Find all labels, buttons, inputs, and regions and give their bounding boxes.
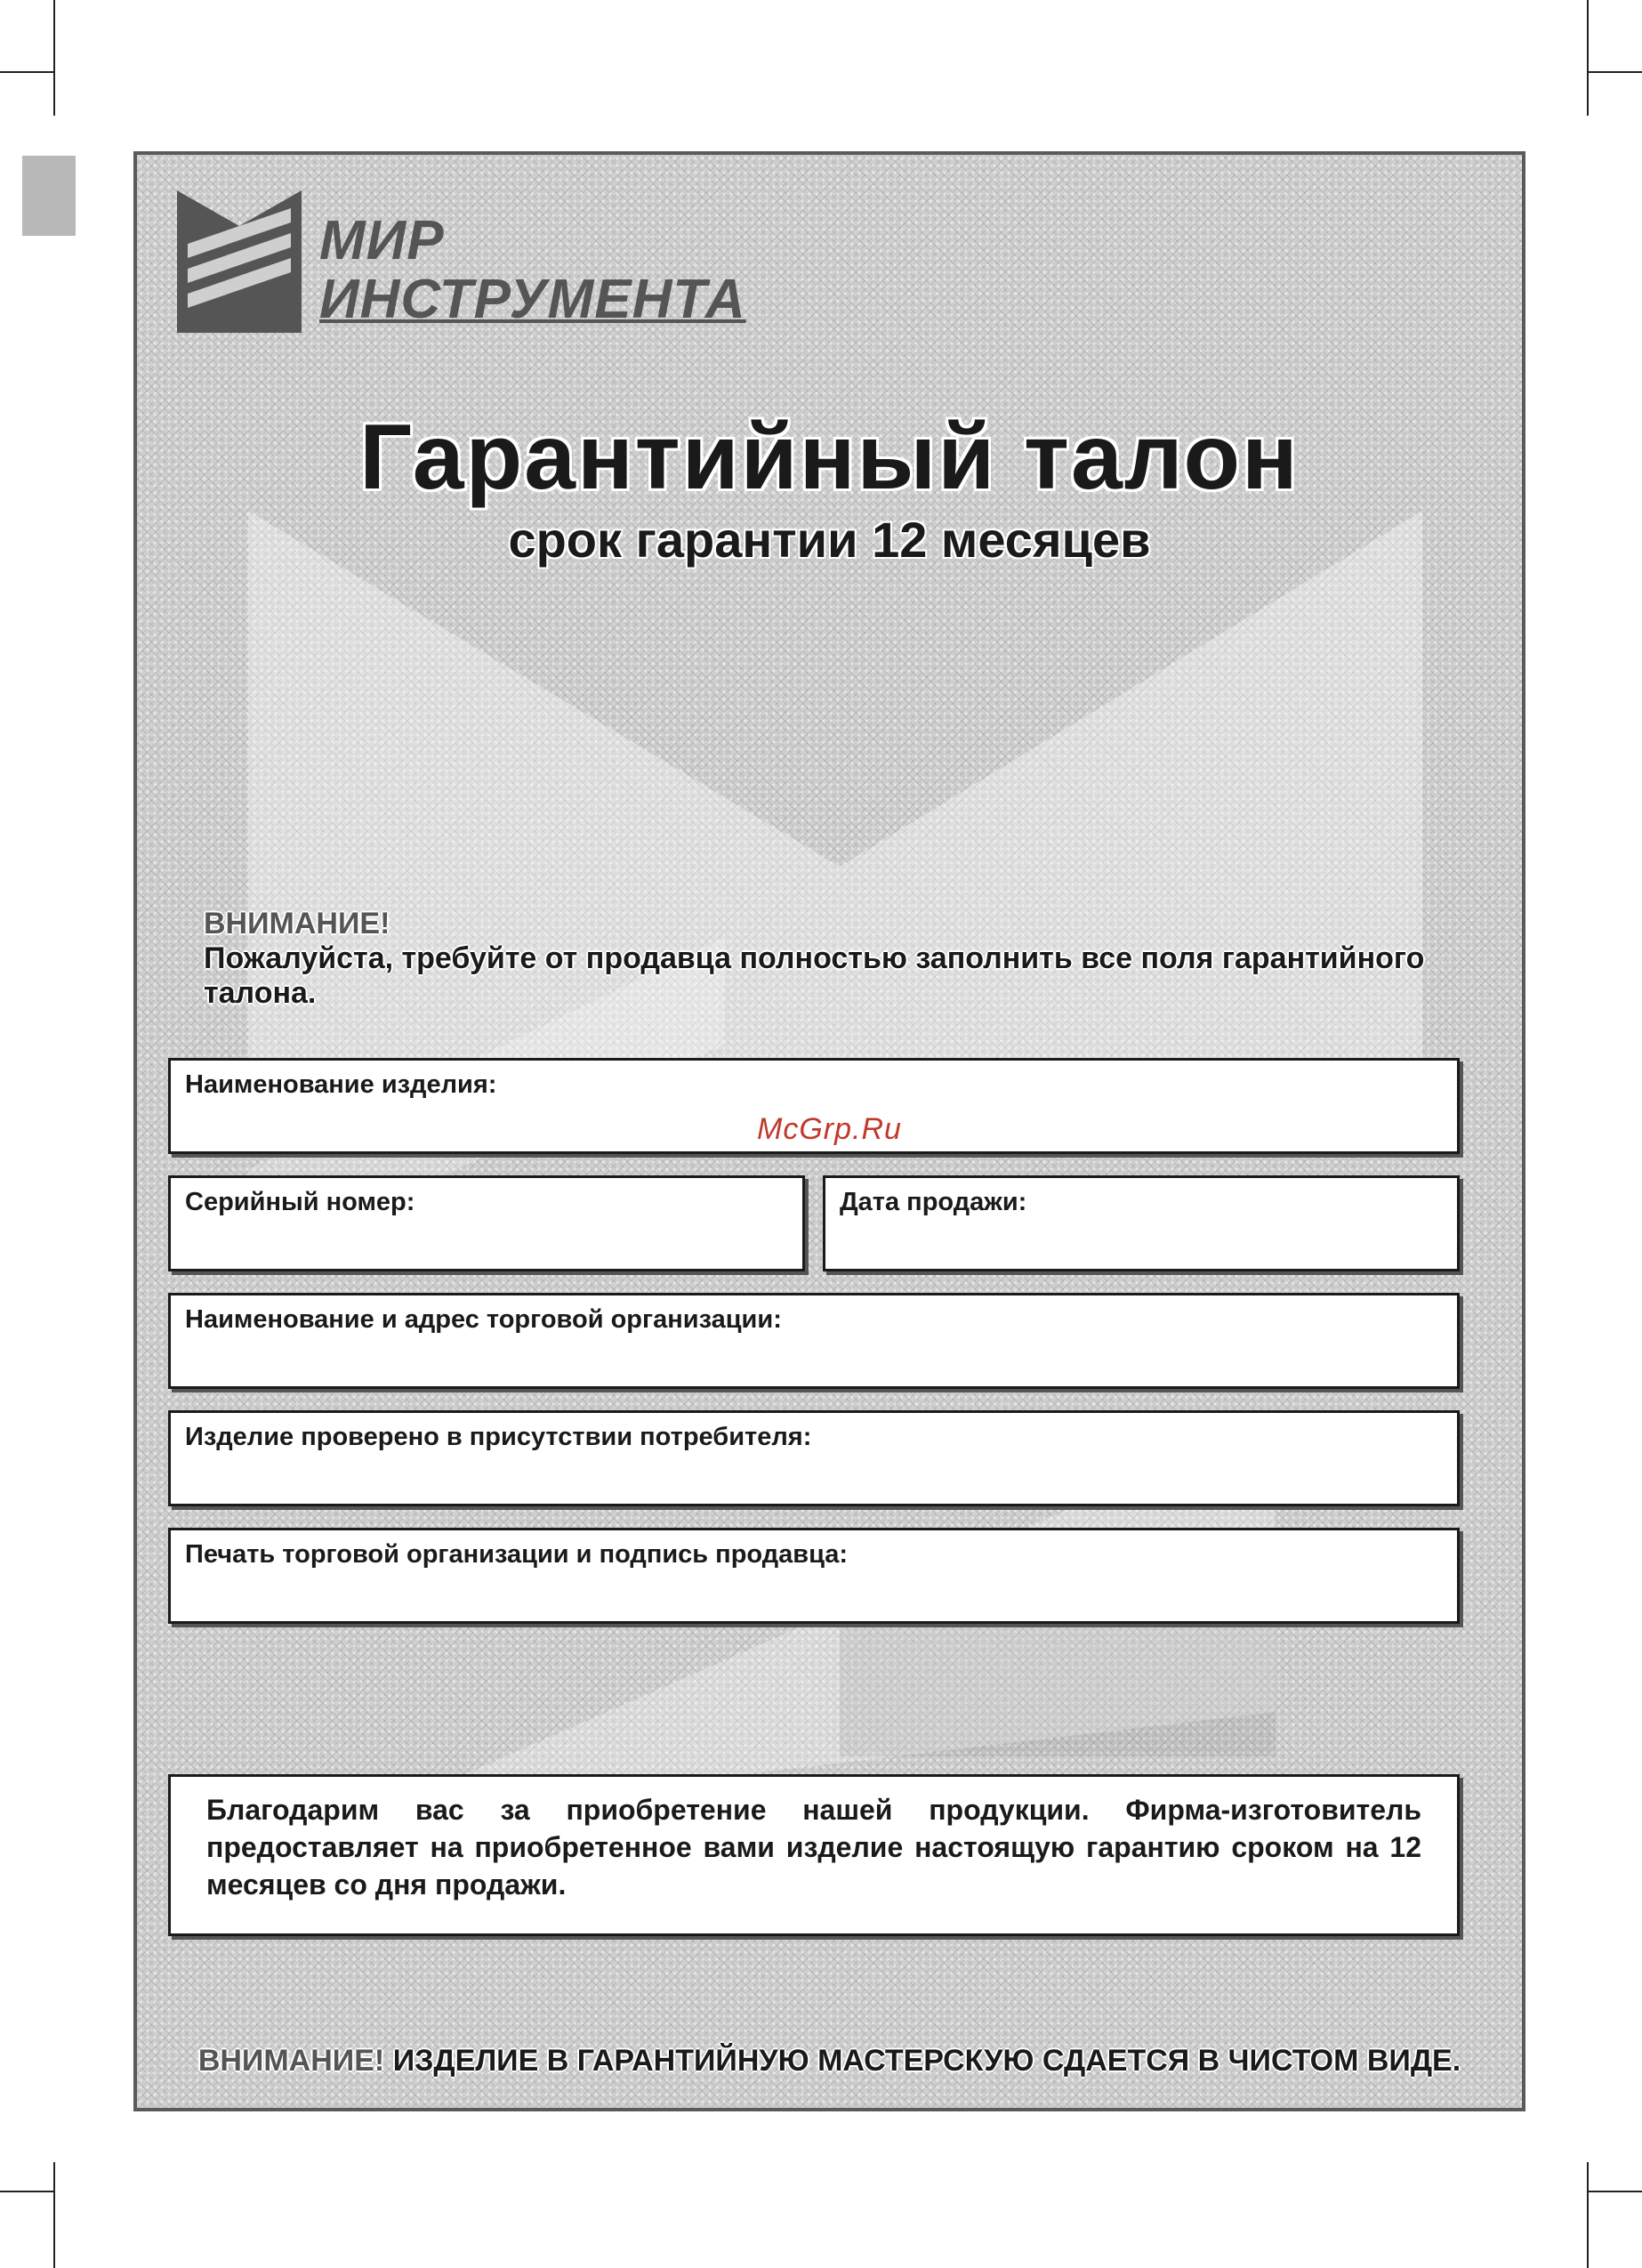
warranty-card [133,151,1525,2111]
sale-date-field[interactable] [823,1175,1460,1271]
thanks-message: Благодарим вас за приобретение нашей продукции. Фирма-изготовитель предоставляет на приобретенное вами изделие настоящую гарантию сроком на 12 месяцев со дня продажи. [168,1774,1460,1936]
watermark: McGrp.Ru [757,1112,902,1146]
crop-mark [1587,0,1589,116]
store-name-address-field[interactable] [168,1293,1460,1389]
attention-heading: ВНИМАНИЕ! [204,907,390,940]
product-name-label: Наименование изделия: [185,1070,497,1099]
serial-number-field[interactable] [168,1175,805,1271]
bottom-warning-text: ИЗДЕЛИЕ В ГАРАНТИЙНУЮ МАСТЕРСКУЮ СДАЕТСЯ В ЧИСТОМ ВИДЕ. [392,2044,1461,2078]
sale-date-label: Дата продажи: [840,1188,1027,1216]
stamp-signature-field[interactable] [168,1528,1460,1624]
checked-with-customer-label: Изделие проверено в присутствии потребителя: [185,1423,812,1451]
store-name-address-label: Наименование и адрес торговой организации: [185,1305,782,1334]
side-color-tab [22,156,76,236]
brand-logo [177,190,800,342]
crop-mark [53,2162,55,2268]
crop-mark [0,71,53,73]
page-title: Гарантийный талон [359,406,1300,509]
attention-text: Пожалуйста, требуйте от продавца полностью заполнить все поля гарантийного талона. [204,941,1425,1010]
attention-notice [204,907,1449,1011]
stamp-signature-label: Печать торговой организации и подпись продавца: [185,1540,849,1569]
bottom-warning-heading: ВНИМАНИЕ! [197,2044,385,2078]
crop-mark [1587,2162,1589,2268]
crop-mark [53,0,55,116]
serial-number-label: Серийный номер: [185,1188,415,1216]
page-subtitle: срок гарантии 12 месяцев [508,512,1151,568]
crop-mark [1589,71,1642,73]
brand-name-line1: МИР [319,210,445,271]
checked-with-customer-field[interactable] [168,1410,1460,1506]
bottom-warning [137,2041,1522,2080]
brand-logo-icon [177,190,302,333]
crop-mark [0,2191,53,2192]
crop-mark [1589,2191,1642,2192]
brand-name-line2: ИНСТРУМЕНТА [319,269,746,330]
